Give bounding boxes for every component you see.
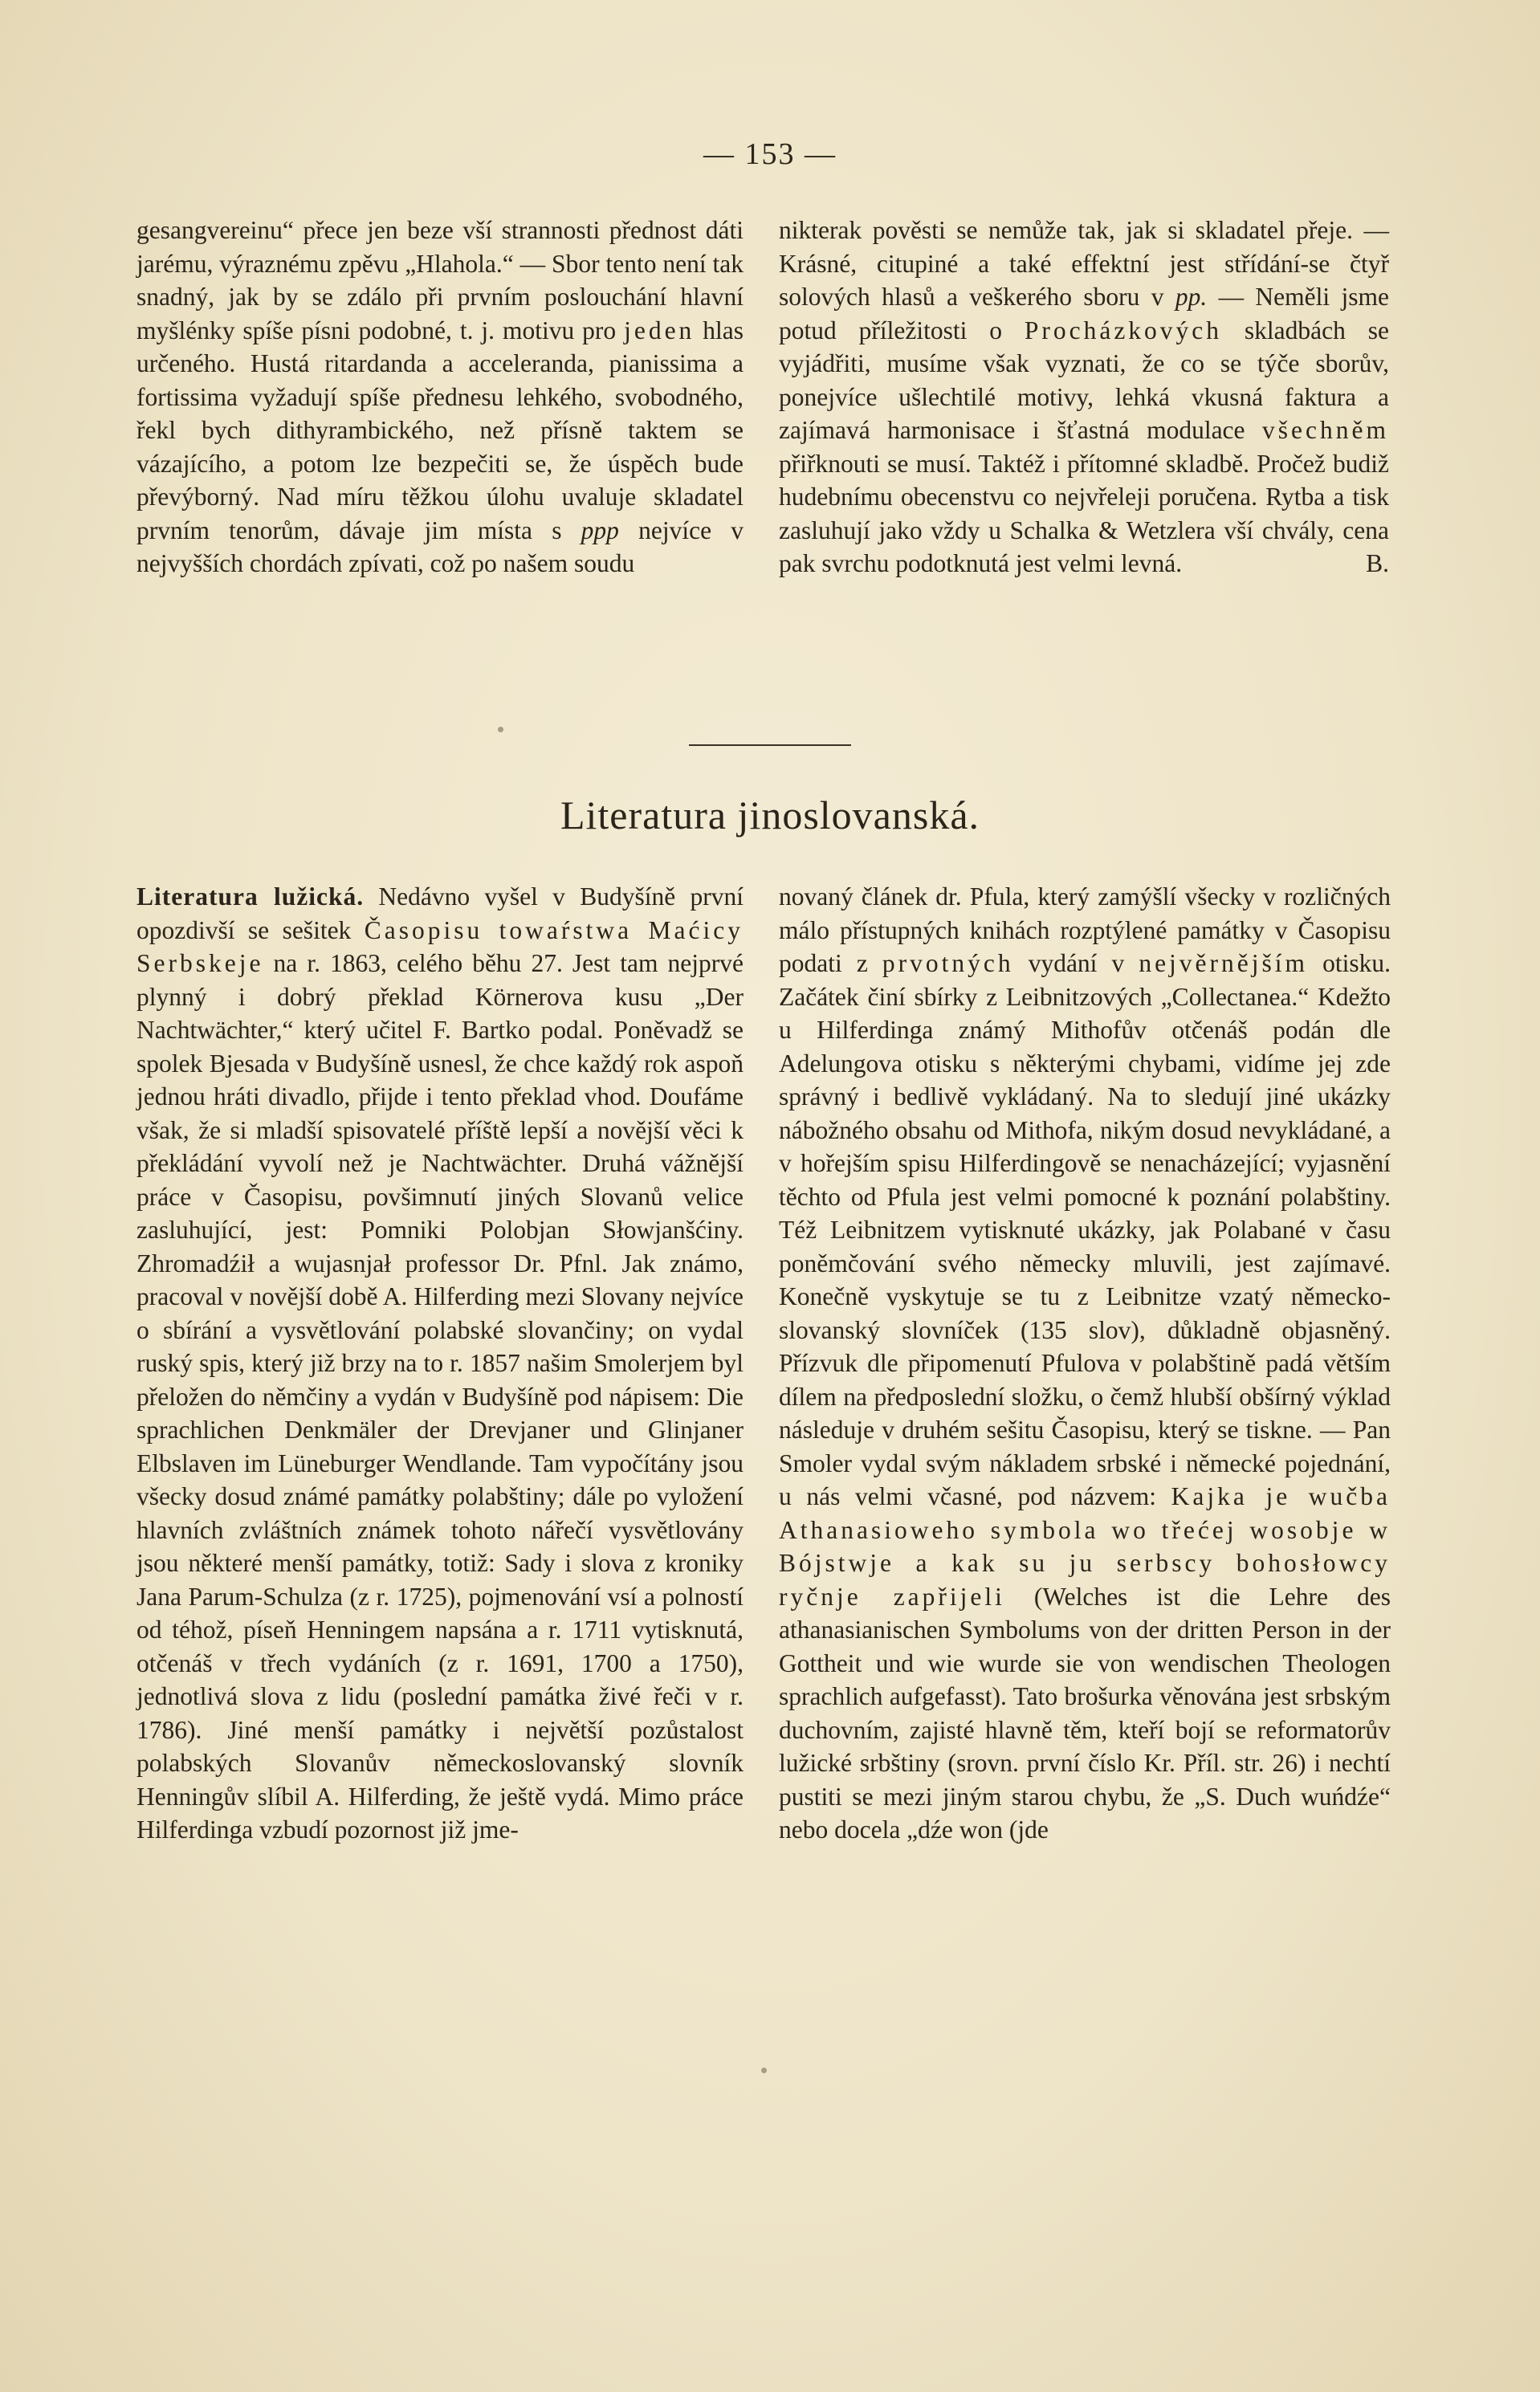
paragraph: gesangvereinu“ přece jen beze vší strannosti přednost dáti jarému, výraznému zpěvu „Hlahola.“ — Sbor tento není tak snadný, jak by se zdálo při prvním poslouchání hlavní myšlénky spíše písni podobné, t. j. motivu pro jeden hlas určeného. Hustá ritardanda a acceleranda, pianissima a fortissima vyžadují spíše přednesu lehkého, svobodného, řekl bych dithyrambického, než přísně taktem se vázajícího, a potom lze bezpečiti se, že úspěch bude převýborný. Nad míru těžkou úlohu uvaluje skladatel prvním tenorům, dávaje jim místa s ppp nejvíce v nejvyšších chordách zpívati, což po našem soudu [136, 216, 744, 577]
paragraph: novaný článek dr. Pfula, který zamýšlí všecky v rozličných málo přístupných knihách rozptýlené památky v Časopisu podati z prvotných vydání v nejvěrnějším otisku. Začátek činí sbírky z Leibnitzových „Collectanea.“ Kdežto u Hilferdinga známý Mithofův otčenáš podán dle Adelungova otisku s některými chybami, vidíme jej zde správný i bedlivě vykládaný. Na to sledují jiné ukázky nábožného obsahu od Mithofa, nikým dosud nevykládané, a v hořejším spisu Hilferdingově se nenacházející; vyjasnění těchto od Pfula jest velmi pomocné k poznání polabštiny. Též Leibnitzem vytisknuté ukázky, jak Polabané v času poněmčování svého německy mluvili, jest zajímavé. Konečně vyskytuje se tu z Leibnitze vzatý německo-slovanský slovníček (135 slov), důkladně objasněný. Přízvuk dle připomenutí Pfulova v polabštině padá větším dílem na předposlední složku, o čemž hlubší obšírný výklad následuje v druhém sešitu Časopisu, který se tiskne. — Pan Smoler vydal svým nákladem srbské i německé pojednání, u nás velmi včasné, pod názvem: Kajka je wučba Athanasioweho symbola wo třećej wosobje w Bójstwje a kak su ju serbscy bohosłowcy ryčnje zapřijeli (Welches ist die Lehre des athanasianischen Symbolums von der dritten Person in der Gottheit und wie wurde sie von wendischen Theologen sprachlich aufgefasst). Tato brošurka věnována jest srbským duchovním, zajisté hlavně těm, kteří bojí se reformatorův lužické srbštiny (srovn. první číslo Kr. Příl. str. 26) i nechtí pustiti se mezi jiným starou chybu, že „S. Duch wuńdźe“ nebo docela „dźe won (jde [779, 882, 1391, 1844]
spaced-emphasis: jeden [624, 316, 695, 344]
top-right-column [779, 214, 1389, 581]
print-speck [761, 2068, 767, 2073]
dynamic-marking: pp. [1175, 283, 1208, 311]
section-divider [689, 744, 851, 746]
article-heading: Literatura lužická. [136, 882, 365, 911]
spaced-emphasis: nejvěrnějším [1139, 949, 1309, 977]
author-signature: B. [1366, 549, 1389, 577]
dynamic-marking: ppp [581, 515, 619, 544]
section-heading: Literatura jinoslovanská. [560, 793, 980, 837]
page-number: — 153 — [703, 137, 837, 171]
bottom-left-column [136, 880, 744, 1847]
spaced-emphasis: Procházkových [1024, 316, 1223, 344]
spaced-emphasis: prvotných [882, 949, 1014, 977]
spaced-emphasis: Kajka je wučba Athanasioweho symbola wo třećej wosobje w Bójstwje a kak su ju serbscy bohosłowcy ryčnje zapřijeli [779, 1482, 1391, 1611]
print-speck [498, 727, 503, 732]
bottom-right-column [779, 880, 1391, 1847]
spaced-emphasis: Časopisu towaŕstwa Maćicy Serbskeje [136, 915, 744, 977]
top-left-column [136, 214, 744, 581]
paragraph: Literatura lužická. Nedávno vyšel v Budyšíně první opozdivší se sešitek Časopisu towaŕstwa Maćicy Serbskeje na r. 1863, celého běhu 27. Jest tam nejprvé plynný i dobrý překlad Körnerova kusu „Der Nachtwächter,“ který učitel F. Bartko podal. Poněvadž se spolek Bjesada v Budyšíně usnesl, že chce každý rok aspoň jednou hráti divadlo, přijde i tento překlad vhod. Doufáme však, že si mladší spisovatelé příště lepší a novější věci k překládání vyvolí než je Nachtwächter. Druhá vážnější práce v Časopisu, povšimnutí jiných Slovanů velice zasluhující, jest: Pomniki Polobjan Słowjanšćiny. Zhromadźił a wujasnjał professor Dr. Pfnl. Jak známo, pracoval v novější době A. Hilferding mezi Slovany nejvíce o sbírání a vysvětlování polabské slovančiny; on vydal ruský spis, který již brzy na to r. 1857 našim Smolerjem byl přeložen do němčiny a vydán v Budyšíně pod nápisem: Die sprachlichen Denkmäler der Drevjaner und Glinjaner Elbslaven im Lüneburger Wendlande. Tam vypočítány jsou všecky dosud známé památky polabštiny; dále po vyložení hlavních zvláštních známek tohoto nářečí vysvětlovány jsou některé menší památky, totiž: Sady i slova z kroniky Jana Parum-Schulza (z r. 1725), pojmenování vsí a polností od téhož, píseň Henningem napsána a r. 1711 vytisknutá, otčenáš v třech vydáních (z r. 1691, 1700 a 1750), jednotlivá slova z lidu (poslední památka živé řeči v r. 1786). Jiné menší památky i největší pozůstalost polabských Slovanův německoslovanský slovník Henningův slíbil A. Hilferding, že ještě vydá. Mimo práce Hilferdinga vzbudí pozornost již jme- [136, 882, 744, 1844]
paragraph: nikterak pověsti se nemůže tak, jak si skladatel přeje. — Krásné, citupiné a také effektní jest střídání-se čtyř solových hlasů a veškerého sboru v pp. — Neměli jsme potud příležitosti o Procházkových skladbách se vyjádřiti, musíme však vyznati, že co se týče sborův, ponejvíce ušlechtilé motivy, lehká vkusná faktura a zajímavá harmonisace i šťastná modulace všechněm přiřknouti se musí. Taktéž i přítomné skladbě. Pročež budiž hudebnímu obecenstvu co nejvřeleji poručena. Rytba a tisk zasluhují jako vždy u Schalka & Wetzlera vší chvály, cena pak svrchu podotknutá jest velmi levná. B. [779, 214, 1389, 581]
spaced-emphasis: všechněm [1262, 416, 1389, 444]
